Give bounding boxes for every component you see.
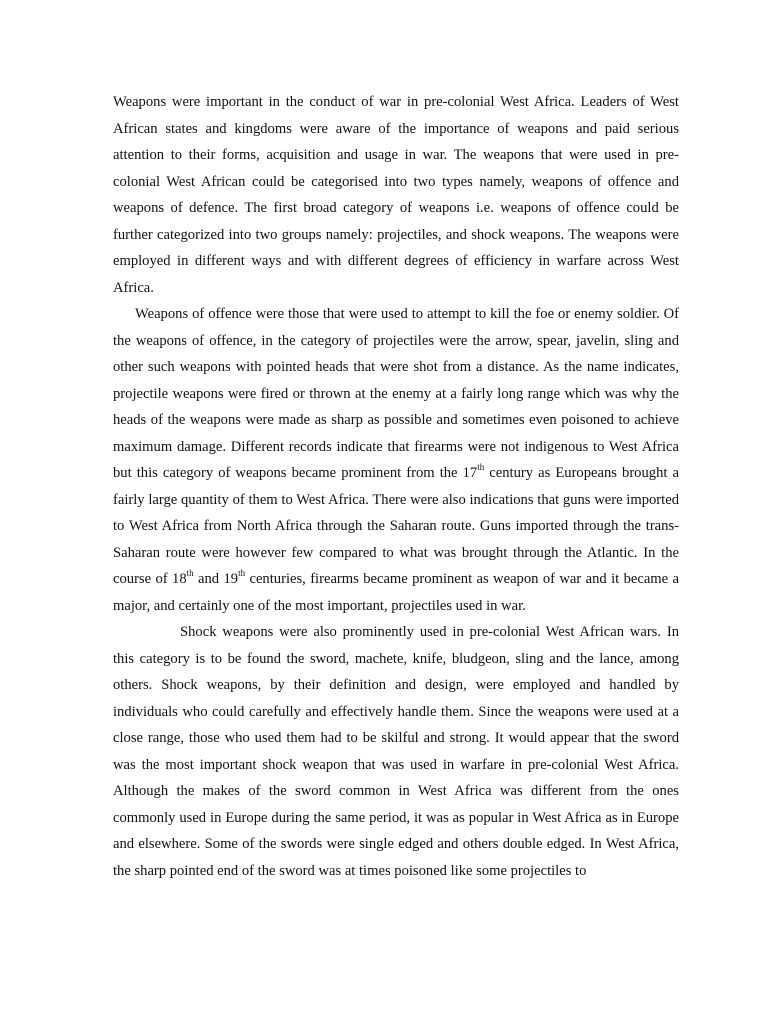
paragraph-shock-weapons: Shock weapons were also prominently used in pre-colonial West African wars. In this category is to be found the sword, machete, knife, bludgeon, sling and the lance, among others. Shock weapons, by their definition and design, were employed and handled by individuals who could carefully and effectively handle them. Since the weapons were used at a close range, those who used them had to be skilful and strong. It would appear that the sword was the most important shock weapon that was used in warfare in pre-colonial West Africa. Although the makes of the sword common in West Africa was different from the ones commonly used in Europe during the same period, it was as popular in West Africa as in Europe and elsewhere. Some of the swords were single edged and others double edged. In West Africa, the sharp pointed end of the sword was at times poisoned like some projectiles to (113, 624, 679, 879)
paragraph-weapons-of-offence (113, 301, 679, 619)
document-page (113, 89, 679, 884)
superscript-th: th (477, 462, 485, 473)
superscript-th: th (238, 568, 246, 579)
superscript-th: th (186, 568, 194, 579)
paragraph-text-segment: Weapons of offence were those that were used to attempt to kill the foe or enemy soldier. Of the weapons of offence, in the category of projectiles were the arrow, spear, javelin, sling and other such weapons with pointed heads that were shot from a distance. As the name indicates, projectile weapons were fired or thrown at the enemy at a fairly long range which was why the heads of the weapons were made as sharp as possible and sometimes even poisoned to achieve maximum damage. Different records indicate that firearms were not indigenous to West Africa but this category of weapons became prominent from the 17 (113, 306, 679, 481)
paragraph-text-segment: century as Europeans brought a fairly large quantity of them to West Africa. There were also indications that guns were imported to West Africa from North Africa through the Saharan route. Guns imported through the trans-Saharan route were however few compared to what was brought through the Atlantic. In the course of 18 (113, 465, 679, 587)
paragraph-weapons-intro: Weapons were important in the conduct of war in pre-colonial West Africa. Leaders of West African states and kingdoms were aware of the importance of weapons and paid serious attention to their forms, acquisition and usage in war. The weapons that were used in pre-colonial West African could be categorised into two types namely, weapons of offence and weapons of defence. The first broad category of weapons i.e. weapons of offence could be further categorized into two groups namely: projectiles, and shock weapons. The weapons were employed in different ways and with different degrees of efficiency in warfare across West Africa. (113, 94, 679, 296)
paragraph-text-segment: and 19 (193, 571, 239, 587)
paragraph-text-segment: centuries, firearms became prominent as weapon of war and it became a major, and certainly one of the most important, projectiles used in war. (113, 571, 679, 614)
